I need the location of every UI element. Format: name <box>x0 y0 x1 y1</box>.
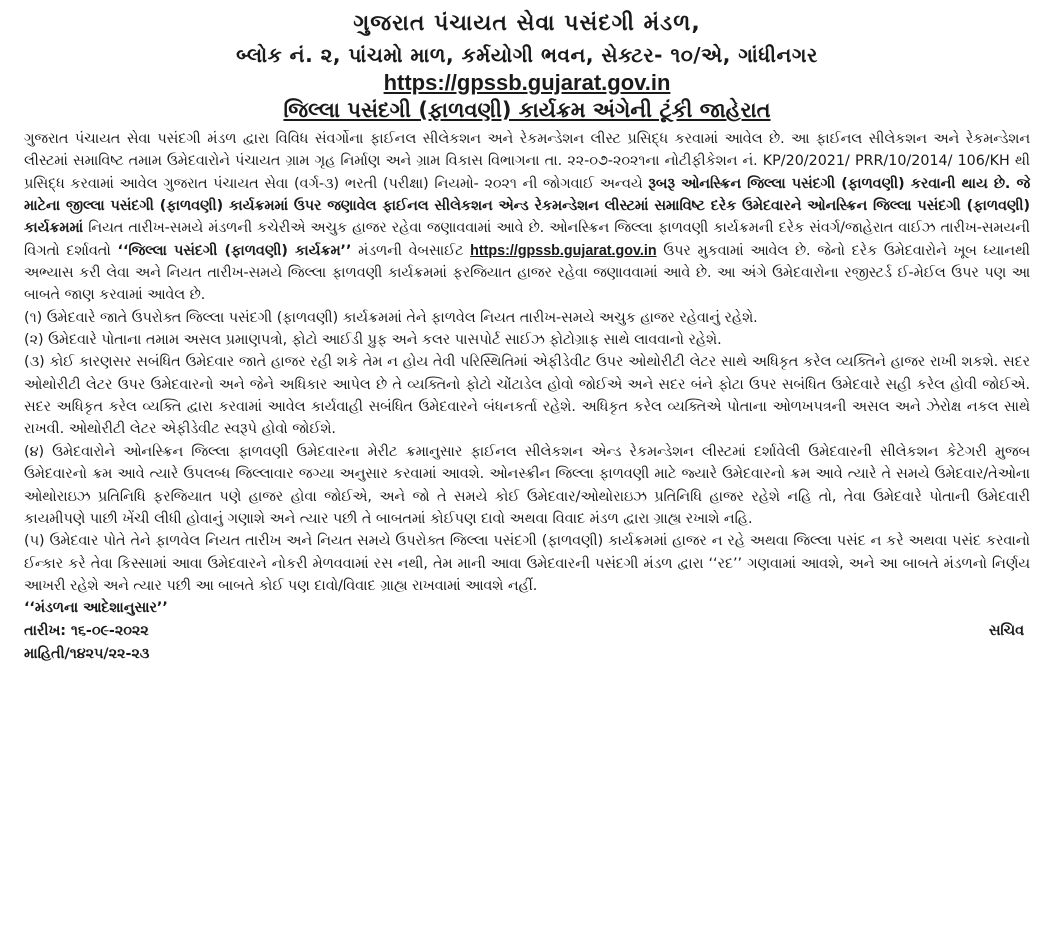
order-line: ‘‘મંડળના આદેશાનુસાર’’ <box>24 600 168 617</box>
notice-title: જિલ્લા પસંદગી (ફાળવણી) કાર્યક્રમ અંગેની ટૂંકી જાહેરાત <box>283 98 771 122</box>
intro-text-7: ઉપર મુકવામાં આવેલ છે. જેનો દરેક ઉમેદવારોને ખૂબ ધ્યાનથી અભ્યાસ કરી લેવા અને નિયત તારીખ-સમયે જિલ્લા ફાળવણી કાર્યક્રમમાં ફરજિયાત હાજર રહેવા જણાવવામાં આવે છે. આ અંગે ઉમેદવારોના રજીસ્ટર્ડ ઈ-મેઈલ ઉપર પણ આ બાબતે જાણ કરવામાં આવેલ છે. <box>24 242 1030 304</box>
intro-paragraph <box>24 128 1030 307</box>
intro-text-1: ગુજરાત પંચાયત સેવા પસંદગી મંડળ દ્વારા વિવિધ સંવર્ગોના ફાઈનલ સીલેકશન અને રેકમન્ડેશન લીસ્ટ પ્રસિદ્ધ કરવામાં આવેલ છે. આ ફાઈનલ સીલેકશન અને રેકમન્ડેશન લીસ્ટમાં સમાવિષ્ટ તમામ ઉમેદવારોને પંચાયત ગ્રામ ગૃહ નિર્માણ અને ગ્રામ વિકાસ વિભાગના તા. ૨૨-૦૭-૨૦૨૧ના નોટીફીકેશન નં. KP/20/2021/ PRR/10/2014/ 106/KH થી પ્રસિદ્ધ કરવામાં આવેલ ગુજરાત પંચાયત સેવા (વર્ગ-૩) ભરતી (પરીક્ષા) નિયમો- ૨૦૨૧ ની જોગવાઈ અન્વયે <box>24 131 1030 192</box>
info-number: માહિતી/૧૪૨૫/૨૨-૨૩ <box>24 646 150 663</box>
intro-text-5: મંડળની વેબસાઈટ <box>351 242 471 259</box>
intro-text-3: નિયત તારીખ-સમયે મંડળની કચેરીએ અચુક હાજર રહેવા જણાવવામાં આવે છે. ઓનસ્ક્રિન જિલ્લા ફાળવણી કાર્યક્રમની દરેક સંવર્ગ/જાહેરાત વાઈઝ તારીખ-સમયની વિગતો દર્શાવતો <box>24 220 1030 259</box>
point-3: (૩) કોઈ કારણસર સબંધિત ઉમેદવાર જાતે હાજર રહી શકે તેમ ન હોય તેવી પરિસ્થિતિમાં એફીડેવીટ ઉપર ઓથોરીટી લેટર સાથે અધિકૃત કરેલ વ્યક્તિને હાજર રાખી શકશે. સદર ઓથોરીટી લેટર ઉપર ઉમેદવારનો અને જેને અધિકાર આપેલ છે તે વ્યક્તિનો ફોટો ચોંટાડેલ હોવો જોઈએ અને સદર બંને ફોટા ઉપર સબંધિત ઉમેદવારે સહી કરેલ હોવી જોઈએ. સદર અધિકૃત કરેલ વ્યક્તિ દ્વારા કરવામાં આવેલ કાર્યવાહી સબંધિત ઉમેદવારને બંધનકર્તા રહેશે. અધિકૃત કરેલ વ્યક્તિએ પોતાના ઓળખપત્રની અસલ અને ઝેરોક્ષ નકલ સાથે રાખવી. ઓથોરીટી લેટર એફીડેવીટ સ્વરૂપે હોવો જોઈશે. <box>24 354 1030 438</box>
intro-text-bold: રૂબરૂ ઓનસ્ક્રિન જિલ્લા પસંદગી (ફાળવણી) કરવાની થાય છે. જે માટેના જીલ્લા પસંદગી (ફાળવણી) કાર્યક્રમમાં ઉપર જણાવેલ ફાઈનલ સીલેકશન એન્ડ રેકમન્ડેશન લીસ્ટમાં સમાવિષ્ટ દરેક ઉમેદવારને ઓનસ્ક્રિન જિલ્લા પસંદગી (ફાળવણી) કાર્યક્રમમાં <box>24 175 1030 237</box>
organization-address: બ્લોક નં. ૨, પાંચમો માળ, કર્મયોગી ભવન, સેક્ટર- ૧૦/એ, ગાંધીનગર <box>236 43 818 67</box>
website-link[interactable]: https://gpssb.gujarat.gov.in <box>383 70 671 95</box>
point-5: (૫) ઉમેદવાર પોતે તેને ફાળવેલ નિયત તારીખ અને નિયત સમયે ઉપરોક્ત જિલ્લા પસંદગી (ફાળવણી) કાર્યક્રમમાં હાજર ન રહે અથવા જિલ્લા પસંદ ન કરે અથવા પસંદ કરવાનો ઈન્કાર કરે તેવા કિસ્સામાં આવા ઉમેદવારને નોકરી મેળવવામાં રસ નથી, તેમ માની આવા ઉમેદવારની પસંદગી મંડળ દ્વારા ‘‘રદ’’ ગણવામાં આવશે, અને આ બાબતે મંડળનો નિર્ણય આખરી રહેશે અને ત્યાર પછી આ બાબતે કોઈ પણ દાવો/વિવાદ ગ્રાહ્ય રાખવામાં આવશે નહીં. <box>24 533 1030 594</box>
date-line: તારીખ: ૧૬-૦૯-૨૦૨૨ <box>24 623 149 640</box>
notice-footer <box>24 597 1030 666</box>
notice-header <box>24 8 1030 124</box>
notice-body <box>24 128 1030 597</box>
signatory: સચિવ <box>988 623 1024 640</box>
point-1: (૧) ઉમેદવારે જાતે ઉપરોક્ત જિલ્લા પસંદગી (ફાળવણી) કાર્યક્રમમાં તેને ફાળવેલ નિયત તારીખ-સમયે અચુક હાજર રહેવાનું રહેશે. <box>24 309 758 326</box>
body-website-link[interactable]: https://gpssb.gujarat.gov.in <box>470 242 657 259</box>
point-2: (૨) ઉમેદવારે પોતાના તમામ અસલ પ્રમાણપત્રો, ફોટો આઈડી પ્રુફ અને કલર પાસપોર્ટ સાઈઝ ફોટોગ્રાફ સાથે લાવવાનો રહેશે. <box>24 332 722 349</box>
program-name: ‘‘જિલ્લા પસંદગી (ફાળવણી) કાર્યક્રમ’’ <box>117 242 352 259</box>
point-4: (૪) ઉમેદવારોને ઓનસ્ક્રિન જિલ્લા ફાળવણી ઉમેદવારના મેરીટ ક્રમાનુસાર ફાઈનલ સીલેકશન એન્ડ રેકમન્ડેશન લીસ્ટમાં દર્શાવેલી ઉમેદવારની સીલેકશન કેટેગરી મુજબ ઉમેદવારનો ક્રમ આવે ત્યારે ઉપલબ્ધ જિલ્લાવાર જગ્યા અનુસાર કરવામાં આવશે. ઓનસ્ક્રીન જિલ્લા ફાળવણી માટે જ્યારે ઉમેદવારનો ક્રમ આવે ત્યારે તે સમયે ઉમેદવાર/તેઓના ઓથોરાઇઝ પ્રતિનિધિ ફરજિયાત પણે હાજર હોવા જોઈએ, અને જો તે સમયે કોઈ ઉમેદવાર/ઓથોરાઇઝ પ્રતિનિધિ હાજર રહેશે નહિ તો, તેવા ઉમેદવારે પોતાની ઉમેદવારી કાયમીપણે પાછી ખેંચી લીધી હોવાનું ગણાશે અને ત્યાર પછી તે બાબતમાં કોઈપણ દાવો અથવા વિવાદ મંડળ દ્વારા ગ્રાહ્ય રખાશે નહિ. <box>24 443 1030 527</box>
organization-name: ગુજરાત પંચાયત સેવા પસંદગી મંડળ, <box>353 11 701 36</box>
